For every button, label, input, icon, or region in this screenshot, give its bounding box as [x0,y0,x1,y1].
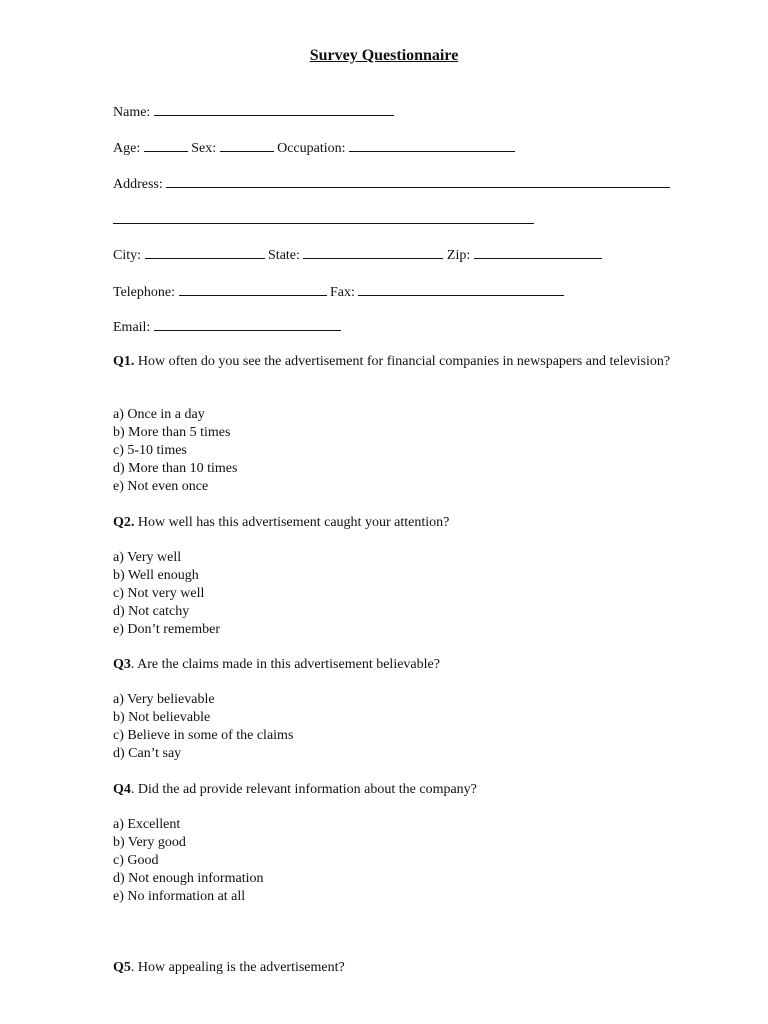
occupation-label: Occupation: [277,141,346,156]
fax-field[interactable] [358,283,564,296]
option[interactable]: e) Not even once [113,479,209,494]
option[interactable]: b) Not believable [113,710,211,725]
question-number: Q5 [113,960,131,975]
question-4-options [113,816,263,906]
question-text: . Are the claims made in this advertisement believable? [130,657,440,672]
question-number: Q2. [113,515,135,530]
question-1-options [113,406,237,496]
address-field[interactable] [166,175,670,188]
question-1 [113,353,673,371]
option[interactable]: a) Excellent [113,817,181,832]
option[interactable]: b) Very good [113,835,186,850]
address-field-line-2[interactable] [113,211,534,224]
option[interactable]: d) Not catchy [113,604,190,619]
option[interactable]: e) No information at all [113,889,246,904]
question-3 [113,656,673,674]
name-label: Name: [113,105,151,120]
telephone-field[interactable] [179,283,327,296]
question-4 [113,781,673,799]
option[interactable]: d) More than 10 times [113,461,238,476]
question-5 [113,959,673,977]
state-field[interactable] [303,246,443,259]
city-field[interactable] [145,246,265,259]
option[interactable]: a) Once in a day [113,407,205,422]
question-number: Q3 [113,657,131,672]
name-field[interactable] [154,103,394,116]
question-2 [113,514,673,532]
city-state-zip-row [113,246,602,265]
question-2-options [113,549,220,639]
question-text: How often do you see the advertisement for financial companies in newspapers and television? [134,354,671,369]
telephone-label: Telephone: [113,285,175,300]
option[interactable]: c) Believe in some of the claims [113,728,294,743]
address-row-2 [113,211,534,230]
age-label: Age: [113,141,141,156]
age-sex-occupation-row [113,139,515,158]
page-title: Survey Questionnaire [309,47,459,64]
sex-label: Sex: [191,141,217,156]
email-row [113,318,341,337]
name-row [113,103,394,122]
option[interactable]: c) Good [113,853,159,868]
email-label: Email: [113,320,151,335]
state-label: State: [268,248,300,263]
address-label: Address: [113,177,163,192]
sex-field[interactable] [220,139,274,152]
question-3-options [113,691,293,763]
option[interactable]: c) 5-10 times [113,443,187,458]
option[interactable]: e) Don’t remember [113,622,221,637]
occupation-field[interactable] [349,139,515,152]
question-number: Q1. [113,354,135,369]
option[interactable]: d) Can’t say [113,746,182,761]
question-text: . Did the ad provide relevant information about the company? [130,782,477,797]
email-field[interactable] [154,318,341,331]
telephone-fax-row [113,283,564,302]
fax-label: Fax: [330,285,355,300]
option[interactable]: a) Very well [113,550,182,565]
option[interactable]: b) More than 5 times [113,425,231,440]
option[interactable]: a) Very believable [113,692,215,707]
question-text: How well has this advertisement caught your attention? [134,515,450,530]
option[interactable]: c) Not very well [113,586,205,601]
zip-label: Zip: [446,248,471,263]
address-row [113,175,670,194]
option[interactable]: b) Well enough [113,568,199,583]
age-field[interactable] [144,139,188,152]
question-number: Q4 [113,782,131,797]
option[interactable]: d) Not enough information [113,871,264,886]
question-text: . How appealing is the advertisement? [130,960,345,975]
city-label: City: [113,248,142,263]
zip-field[interactable] [474,246,602,259]
